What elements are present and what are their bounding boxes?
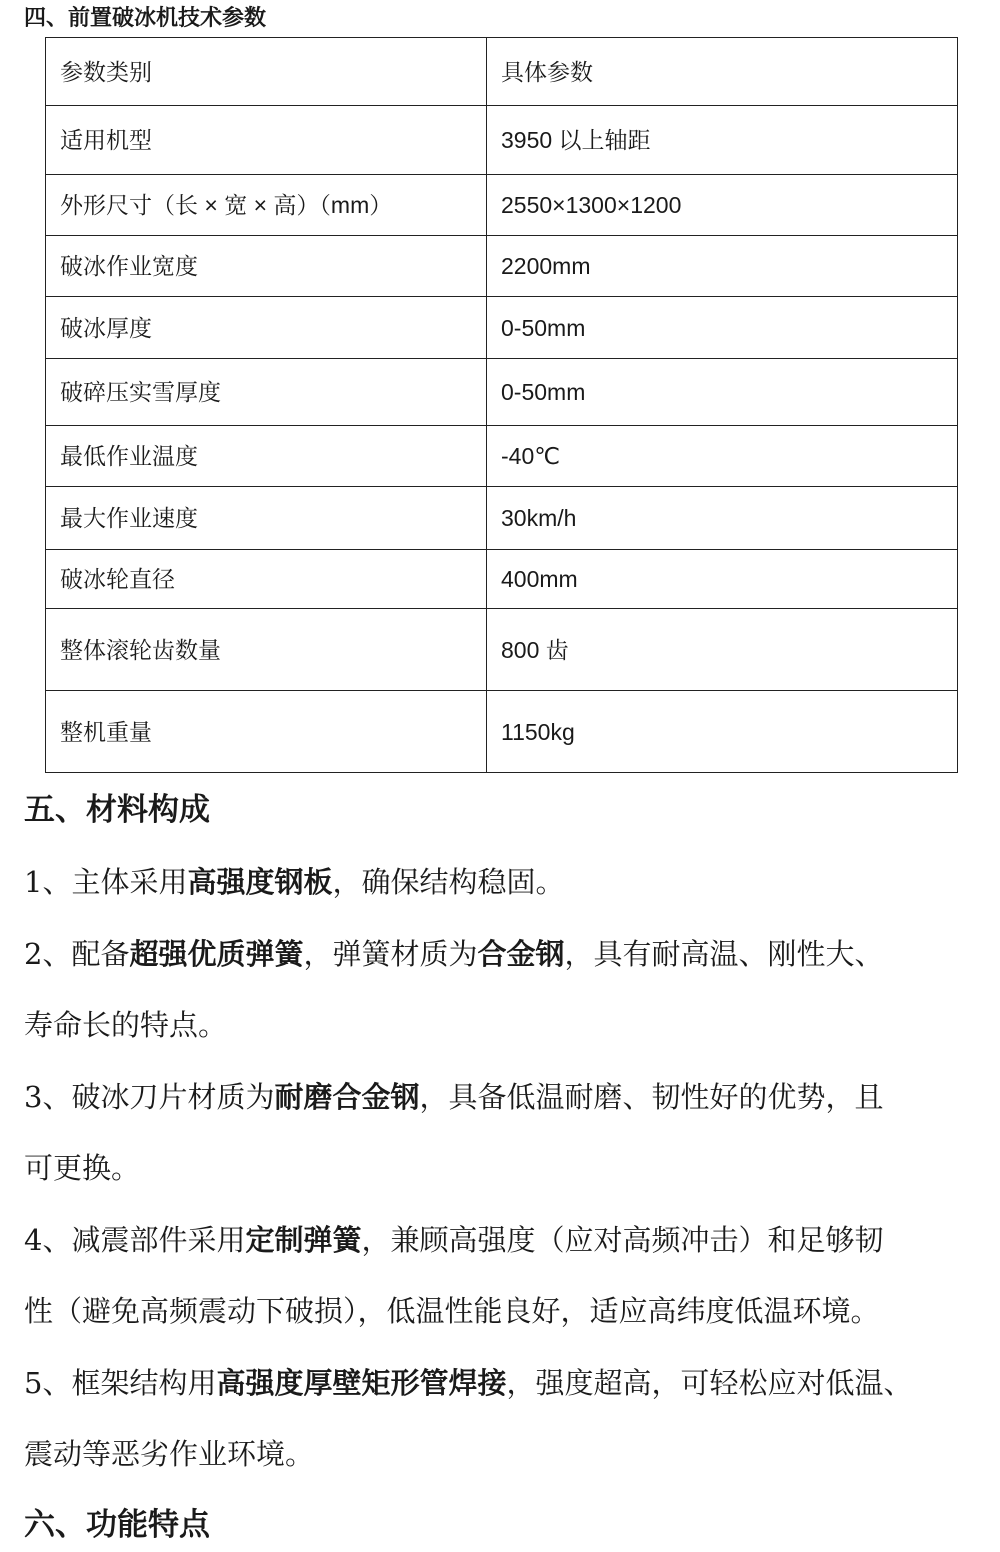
table-row bbox=[46, 426, 958, 487]
table-row bbox=[46, 359, 958, 426]
row-label: 破冰厚度 bbox=[46, 297, 487, 359]
row-value: 3950 以上轴距 bbox=[487, 106, 958, 175]
material-item-2: 2、配备超强优质弹簧，弹簧材质为合金钢，具有耐高温、刚性大、 bbox=[24, 937, 884, 971]
header-category: 参数类别 bbox=[46, 38, 487, 106]
section6-title: 六、功能特点 bbox=[24, 1507, 210, 1543]
header-value: 具体参数 bbox=[487, 38, 958, 106]
row-value: 0-50mm bbox=[487, 359, 958, 426]
table-header-row bbox=[46, 38, 958, 106]
row-value: 800 齿 bbox=[487, 609, 958, 691]
row-value: 0-50mm bbox=[487, 297, 958, 359]
table-row bbox=[46, 691, 958, 773]
material-item-4-cont: 性（避免高频震动下破损），低温性能良好，适应高纬度低温环境。 bbox=[24, 1294, 880, 1328]
table-row bbox=[46, 609, 958, 691]
row-label: 最大作业速度 bbox=[46, 487, 487, 550]
row-label: 破冰轮直径 bbox=[46, 550, 487, 609]
material-item-4: 4、减震部件采用定制弹簧，兼顾高强度（应对高频冲击）和足够韧 bbox=[24, 1223, 884, 1257]
table-row bbox=[46, 487, 958, 550]
table-row bbox=[46, 550, 958, 609]
row-label: 外形尺寸（长 × 宽 × 高）（mm） bbox=[46, 175, 487, 236]
material-item-3: 3、破冰刀片材质为耐磨合金钢，具备低温耐磨、韧性好的优势，且 bbox=[24, 1080, 884, 1114]
params-table bbox=[45, 37, 958, 773]
row-label: 破碎压实雪厚度 bbox=[46, 359, 487, 426]
row-label: 破冰作业宽度 bbox=[46, 236, 487, 297]
section5-title: 五、材料构成 bbox=[24, 792, 210, 828]
row-value: 2200mm bbox=[487, 236, 958, 297]
material-item-1: 1、主体采用高强度钢板，确保结构稳固。 bbox=[24, 865, 565, 899]
row-value: 400mm bbox=[487, 550, 958, 609]
material-item-5-cont: 震动等恶劣作业环境。 bbox=[24, 1437, 315, 1471]
table-row bbox=[46, 236, 958, 297]
row-label: 整体滚轮齿数量 bbox=[46, 609, 487, 691]
table-row bbox=[46, 106, 958, 175]
table-row bbox=[46, 175, 958, 236]
material-item-3-cont: 可更换。 bbox=[24, 1151, 141, 1185]
row-value: -40℃ bbox=[487, 426, 958, 487]
material-item-5: 5、框架结构用高强度厚壁矩形管焊接，强度超高，可轻松应对低温、 bbox=[24, 1366, 913, 1400]
row-label: 整机重量 bbox=[46, 691, 487, 773]
section4-title: 四、前置破冰机技术参数 bbox=[24, 6, 267, 31]
row-value: 2550×1300×1200 bbox=[487, 175, 958, 236]
row-value: 30km/h bbox=[487, 487, 958, 550]
row-label: 最低作业温度 bbox=[46, 426, 487, 487]
row-value: 1150kg bbox=[487, 691, 958, 773]
table-row bbox=[46, 297, 958, 359]
material-item-2-cont: 寿命长的特点。 bbox=[24, 1008, 228, 1042]
row-label: 适用机型 bbox=[46, 106, 487, 175]
